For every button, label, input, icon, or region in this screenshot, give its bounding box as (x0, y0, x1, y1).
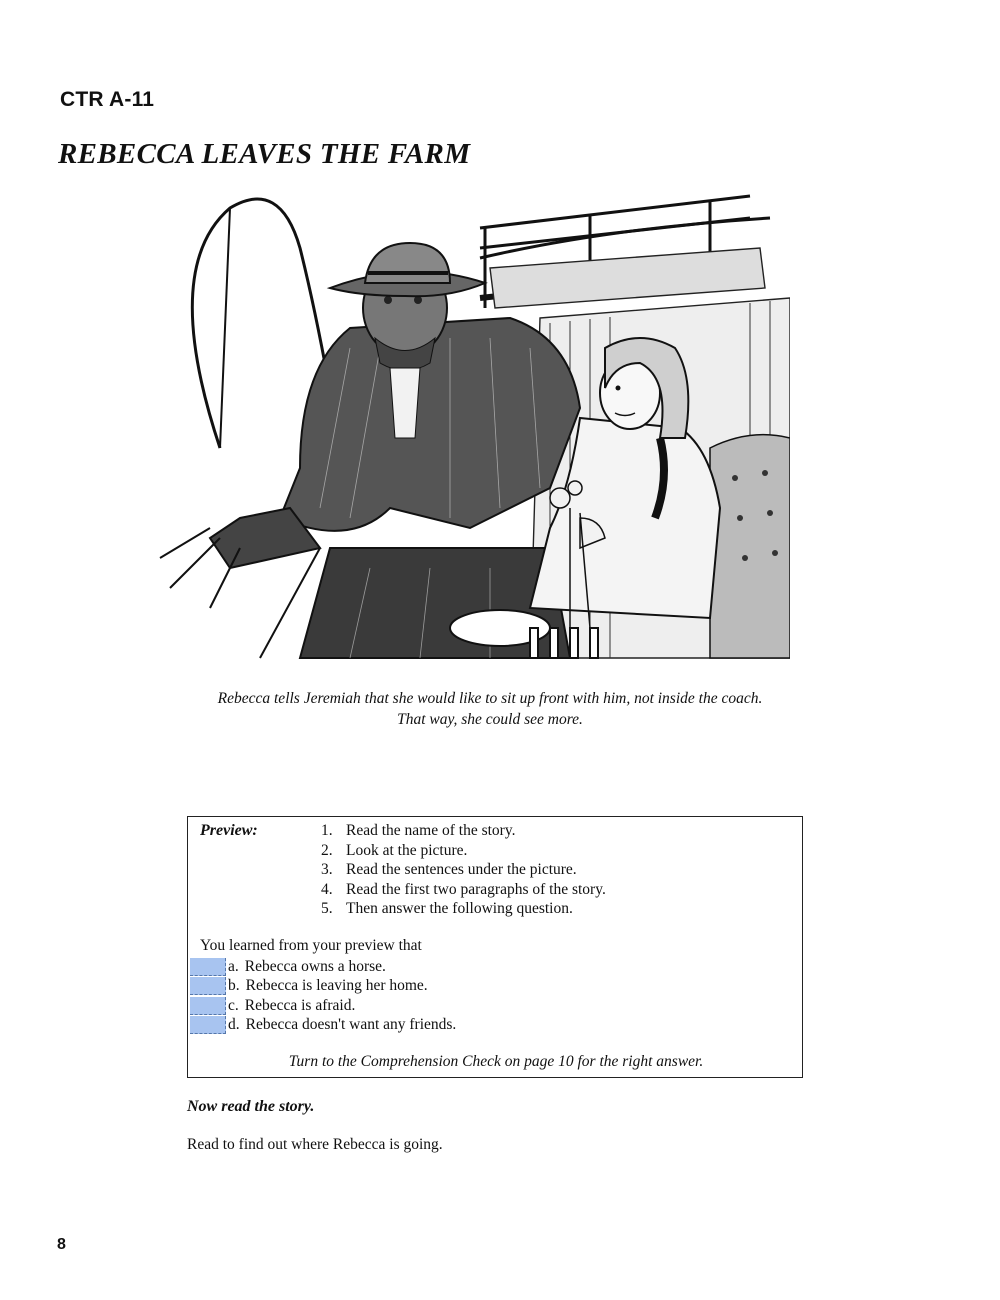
worksheet-code: CTR A-11 (60, 88, 155, 111)
choice-text (228, 958, 386, 976)
step-number: 4. (321, 880, 333, 898)
answer-checkbox-c[interactable] (190, 997, 226, 1015)
choice-text (228, 1016, 456, 1034)
preview-question: You learned from your preview that (200, 937, 422, 954)
preview-label: Preview: (200, 822, 258, 839)
choice-label: Rebecca owns a horse. (244, 957, 386, 975)
step-number: 5. (321, 900, 333, 918)
page-number: 8 (57, 1236, 66, 1253)
step-number: 2. (321, 841, 333, 859)
choice-item (190, 977, 456, 997)
choice-text (228, 977, 428, 995)
choice-text (228, 997, 355, 1015)
choice-item (190, 957, 456, 977)
list-item (321, 821, 606, 841)
step-number: 3. (321, 861, 333, 879)
list-item (321, 860, 606, 880)
step-text: Read the first two paragraphs of the story. (346, 880, 606, 898)
choice-letter: d. (228, 1016, 240, 1034)
choice-label: Rebecca is afraid. (244, 996, 356, 1014)
choice-label: Rebecca doesn't want any friends. (245, 1016, 457, 1034)
answer-checkbox-d[interactable] (190, 1016, 226, 1034)
coach-driver-and-girl-illustration (150, 188, 790, 666)
choice-item (190, 1016, 456, 1036)
step-text: Read the name of the story. (346, 822, 516, 839)
step-text: Look at the picture. (346, 841, 468, 859)
answer-choices (190, 957, 456, 1035)
step-text: Then answer the following question. (346, 900, 573, 918)
choice-letter: c. (228, 996, 239, 1014)
reading-purpose: Read to find out where Rebecca is going. (187, 1136, 443, 1153)
caption-line-1: Rebecca tells Jeremiah that she would like to sit up front with him, not inside the coach. (217, 690, 763, 707)
list-item (321, 899, 606, 919)
now-read-instruction: Now read the story. (187, 1098, 315, 1115)
choice-label: Rebecca is leaving her home. (245, 977, 428, 995)
answer-note: Turn to the Comprehension Check on page 10 for the right answer. (288, 1053, 704, 1070)
choice-letter: a. (228, 957, 239, 975)
caption-line-2: That way, she could see more. (397, 711, 583, 728)
answer-checkbox-b[interactable] (190, 977, 226, 995)
picture-caption (100, 688, 880, 730)
list-item (321, 841, 606, 861)
answer-checkbox-a[interactable] (190, 958, 226, 976)
choice-item (190, 996, 456, 1016)
list-item (321, 880, 606, 900)
story-title: REBECCA LEAVES THE FARM (58, 138, 471, 170)
step-number: 1. (321, 822, 333, 839)
choice-letter: b. (228, 977, 240, 995)
preview-steps (321, 821, 606, 919)
preview-box (187, 816, 803, 1078)
step-text: Read the sentences under the picture. (346, 861, 577, 879)
